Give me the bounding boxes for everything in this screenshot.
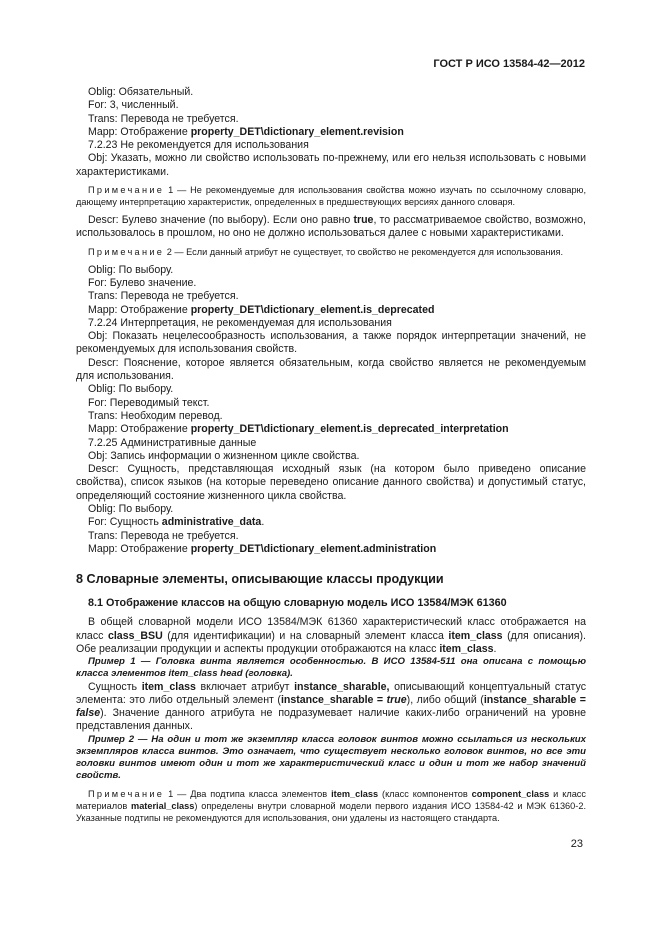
mapp-path: property_DET\dictionary_element.revision [190,125,404,138]
oblig-line: Oblig: По выбору. [88,263,174,276]
n3-a: 1 — Два подтипа класса элементов [164,788,332,799]
mapp-line [76,126,586,139]
mapp-text: Mapp: Отображение [88,542,191,555]
mapp-path: property_DET\dictionary_element.is_deprecated [190,303,435,316]
page-number: 23 [570,838,583,850]
p1-f: item_class [439,642,494,655]
trans-line: Trans: Необходим перевод. [88,409,223,422]
p2-k: ). Значение данного атрибута не подразумевает наличие каких-либо ограничений на уровне представления данных. [76,707,586,733]
note-1 [76,184,586,208]
mapp-line [76,543,586,556]
section-8-heading: 8 Словарные элементы, описывающие классы продукции [76,572,444,587]
obj-line: Obj: Запись информации о жизненном цикле свойства. [88,449,360,462]
for-dot: . [261,516,265,529]
descr-paragraph: Descr: Пояснение, которое является обязательным, когда свойство является не рекомендуемым для использования. [76,356,586,383]
for-entity: administrative_data [161,516,262,529]
note-label: Примечание [88,246,165,257]
n3-g: ) определены внутри словарной модели первого издания ИСО 13584-42 и МЭК 61360-2. Указанные подтипы не рекомендуются для использования, они удалены из настоящего стандарта. [76,800,586,823]
p2-b: item_class [141,680,196,693]
note-label: Примечание [88,788,165,799]
paragraph-1 [76,616,586,656]
note-text: 2 — Если данный атрибут не существует, то свойство не рекомендуется для использования. [164,246,564,257]
mapp-path: property_DET\dictionary_element.is_deprecated_interpretation [190,423,509,436]
trans-line: Trans: Перевода не требуется. [88,112,239,125]
p1-c: (для идентификации) и на словарный элемент класса [162,629,449,642]
mapp-line [76,304,586,317]
oblig-line: Oblig: По выбору. [88,503,174,516]
p2-i: instance_sharable = [483,693,586,706]
mapp-line [76,423,586,436]
note-2 [76,246,586,258]
n3-e: и класс материалов [76,788,586,811]
clause-7-2-24: 7.2.24 Интерпретация, не рекомендуемая для использования [88,316,392,329]
p2-f: instance_sharable = [280,693,387,706]
example-1: Пример 1 — Головка винта является особенностью. В ИСО 13584-511 она описана с помощью класса элементов item_class head (головка). [76,656,586,680]
section-8-1-heading: 8.1 Отображение классов на общую словарную модель ИСО 13584/МЭК 61360 [88,597,507,610]
for-text: For: Сущность [88,516,162,529]
descr-paragraph [76,214,586,241]
oblig-line: Oblig: По выбору. [88,383,174,396]
n3-b: item_class [331,788,379,799]
document-body [76,86,586,830]
p2-g: true [386,693,407,706]
p1-d: item_class [448,629,503,642]
document-header: ГОСТ Р ИСО 13584-42—2012 [433,58,585,70]
descr-text-a: Descr: Булево значение (по выбору). Если оно равно [88,214,354,227]
p2-d: instance_sharable, [294,680,390,693]
oblig-line: Oblig: Обязательный. [88,86,194,98]
p1-g: . [493,642,497,655]
for-line [76,516,586,529]
for-line: For: Переводимый текст. [88,396,210,409]
n3-c: (класс компонентов [378,788,472,799]
mapp-text: Mapp: Отображение [88,125,191,138]
clause-7-2-23: 7.2.23 Не рекомендуется для использования [88,139,309,152]
p1-b: class_BSU [107,629,163,642]
n3-d: component_class [471,788,550,799]
note-3 [76,788,586,824]
descr-text-c: , то рассматриваемое свойство, возможно, использовалось в прошлом, но оно не должно использоваться далее с новыми характеристиками. [76,214,586,240]
obj-paragraph: Obj: Указать, можно ли свойство использовать по-прежнему, или его нельзя использовать с новыми характеристиками. [76,152,586,178]
mapp-text: Mapp: Отображение [88,303,191,316]
p2-a: Сущность [88,680,142,693]
mapp-path: property_DET\dictionary_element.administration [190,542,437,555]
for-line: For: 3, численный. [88,99,179,112]
example-2: Пример 2 — На один и тот же экземпляр класса головок винтов можно ссылаться из нескольких экземпляров класса винтов. Это означает, что существует несколько головок винтов, но все эти головки винтов имеют один и тот же характеристический класс и один и тот же набор значений свойств. [76,733,586,782]
note-text: 1 — Не рекомендуемые для использования свойства можно изучать по ссылочному словарю, дающему интерпретацию характеристик, определенных в предшествующих версиях данного словаря. [76,185,586,208]
trans-line: Trans: Перевода не требуется. [88,290,239,303]
clause-7-2-25: 7.2.25 Административные данные [88,436,257,449]
mapp-text: Mapp: Отображение [88,423,191,436]
p1-e: (для описания). Обе реализации продукции и аспекты продукции отображаются на класс [76,629,586,655]
descr-paragraph: Descr: Сущность, представляющая исходный язык (на котором было приведено описание свойства), список языков (на которые переведено описание данного свойства) и допустимый статус, определяющий состояние жизненного цикла свойства. [76,463,586,502]
p2-c: включает атрибут [195,680,295,693]
descr-true: true [353,214,374,227]
p2-j: false [76,707,101,720]
trans-line: Trans: Перевода не требуется. [88,529,239,542]
p2-h: ), либо общий ( [406,693,484,706]
p1-a: В общей словарной модели ИСО 13584/МЭК 61360 характеристический класс отображается на класс [76,616,586,642]
p2-e: описывающий концептуальный статус элемента: это либо отдельный элемент ( [76,680,586,706]
for-line: For: Булево значение. [88,276,197,289]
obj-paragraph: Obj: Показать нецелесообразность использования, а также порядок интерпретации значений, не рекомендуемых для использования свойств. [76,330,586,356]
note-label: Примечание [88,185,165,196]
n3-f: material_class [131,800,195,811]
paragraph-2 [76,681,586,734]
